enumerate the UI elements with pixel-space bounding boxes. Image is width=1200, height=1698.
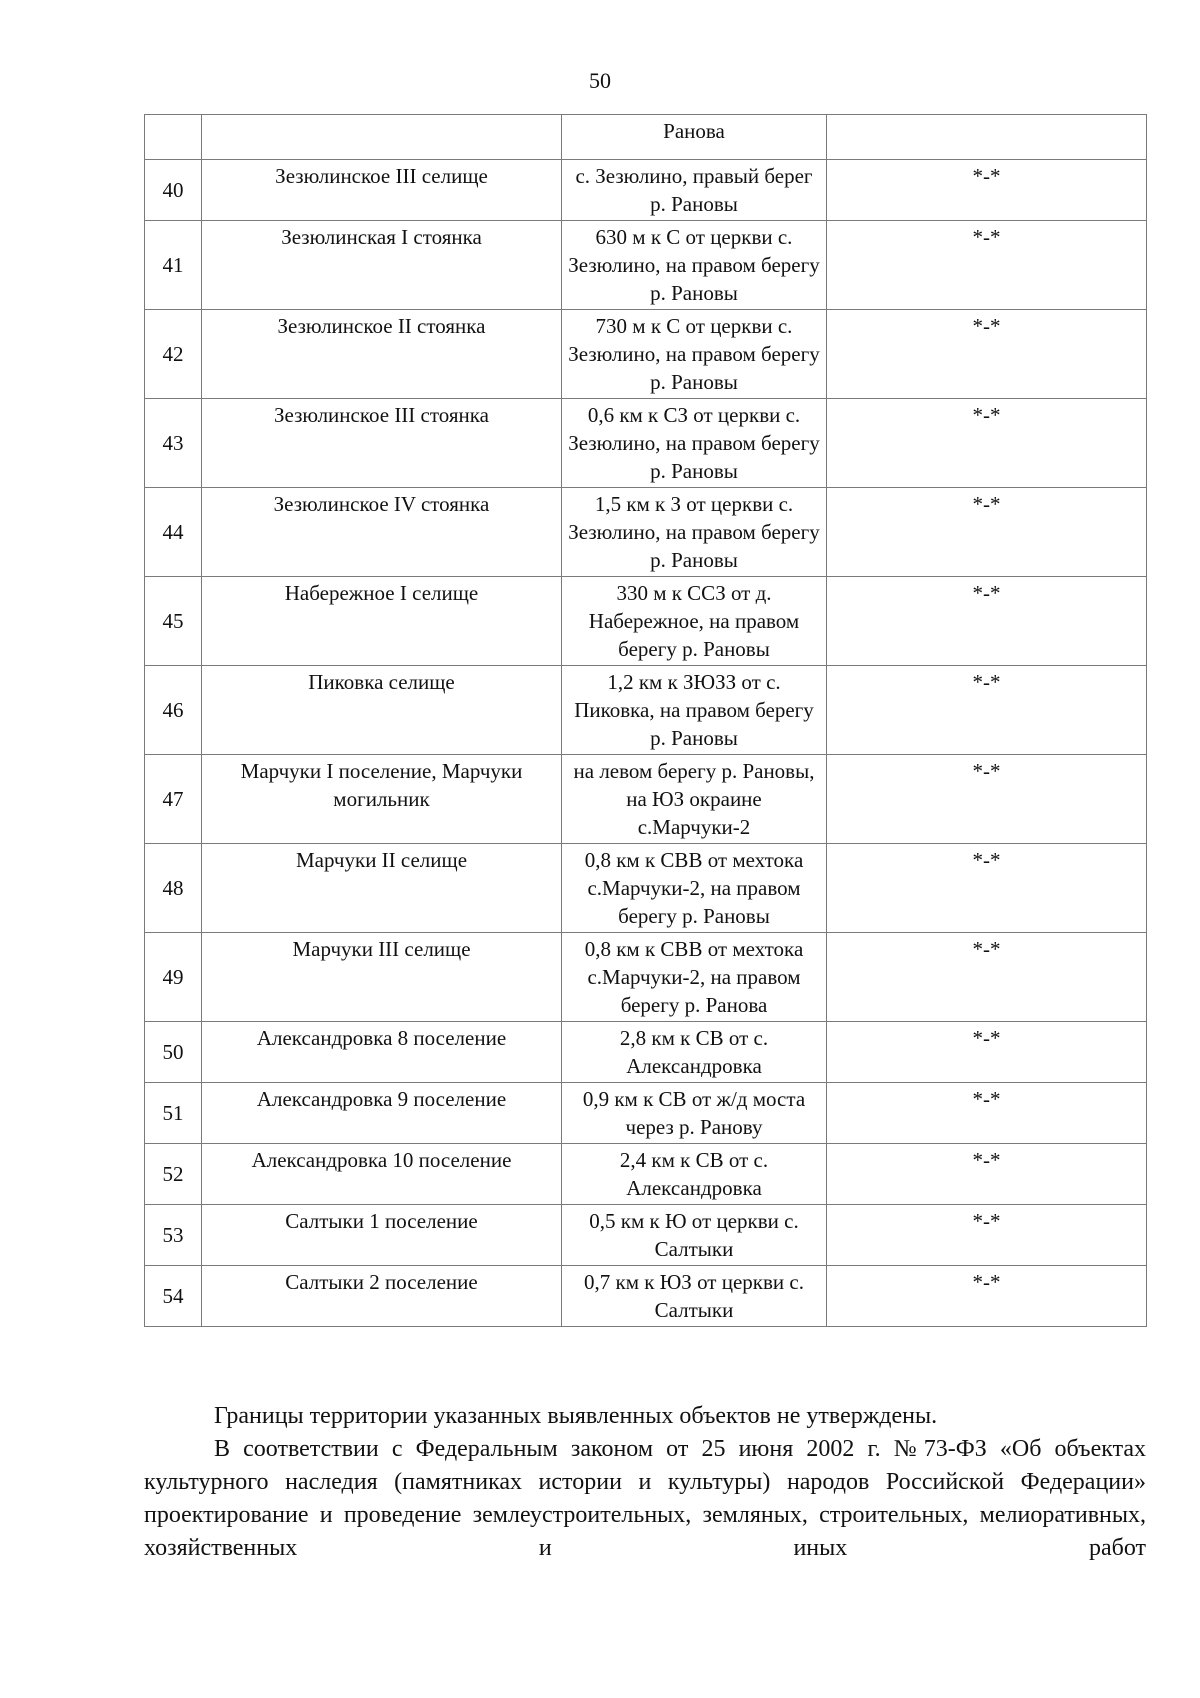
- cell-location: 730 м к С от церкви с. Зезюлино, на правом берегу р. Рановы: [562, 310, 827, 399]
- cell-number: 47: [145, 755, 202, 844]
- cell-name: Набережное I селище: [202, 577, 562, 666]
- cell-name: [202, 115, 562, 160]
- table-row: [145, 1083, 1147, 1144]
- cell-status: *-*: [827, 221, 1147, 310]
- cell-status: *-*: [827, 933, 1147, 1022]
- cell-status: *-*: [827, 1205, 1147, 1266]
- table-row: [145, 488, 1147, 577]
- cell-name: Зезюлинское III селище: [202, 160, 562, 221]
- cell-number: [145, 115, 202, 160]
- table-row-continuation: [145, 115, 1147, 160]
- cell-name: Марчуки III селище: [202, 933, 562, 1022]
- cell-name: Марчуки I поселение, Марчуки могильник: [202, 755, 562, 844]
- cell-status: *-*: [827, 1144, 1147, 1205]
- cell-status: *-*: [827, 666, 1147, 755]
- cell-location: 0,8 км к СВВ от мехтока с.Марчуки-2, на правом берегу р. Ранова: [562, 933, 827, 1022]
- cell-status: *-*: [827, 844, 1147, 933]
- table-row: [145, 1022, 1147, 1083]
- table-row: [145, 221, 1147, 310]
- table-row: [145, 755, 1147, 844]
- cell-number: 48: [145, 844, 202, 933]
- cell-location: 0,6 км к СЗ от церкви с. Зезюлино, на правом берегу р. Рановы: [562, 399, 827, 488]
- table-row: [145, 666, 1147, 755]
- table-row: [145, 160, 1147, 221]
- cell-location: 0,8 км к СВВ от мехтока с.Марчуки-2, на правом берегу р. Рановы: [562, 844, 827, 933]
- cell-number: 42: [145, 310, 202, 399]
- table-row: [145, 1144, 1147, 1205]
- cell-number: 45: [145, 577, 202, 666]
- cell-number: 41: [145, 221, 202, 310]
- body-text: [144, 1400, 1146, 1565]
- cell-name: Зезюлинское III стоянка: [202, 399, 562, 488]
- cell-location: 0,9 км к СВ от ж/д моста через р. Ранову: [562, 1083, 827, 1144]
- cell-status: *-*: [827, 1266, 1147, 1327]
- cell-name: Пиковка селище: [202, 666, 562, 755]
- cell-status: *-*: [827, 577, 1147, 666]
- cell-status: *-*: [827, 160, 1147, 221]
- table-row: [145, 1205, 1147, 1266]
- table-row: [145, 844, 1147, 933]
- cell-name: Салтыки 2 поселение: [202, 1266, 562, 1327]
- cell-location: 2,8 км к СВ от с. Александровка: [562, 1022, 827, 1083]
- cell-name: Зезюлинское IV стоянка: [202, 488, 562, 577]
- heritage-objects-table: [144, 114, 1147, 1327]
- cell-number: 46: [145, 666, 202, 755]
- cell-status: [827, 115, 1147, 160]
- cell-location: 630 м к С от церкви с. Зезюлино, на правом берегу р. Рановы: [562, 221, 827, 310]
- cell-number: 43: [145, 399, 202, 488]
- cell-number: 51: [145, 1083, 202, 1144]
- cell-name: Зезюлинское II стоянка: [202, 310, 562, 399]
- cell-number: 52: [145, 1144, 202, 1205]
- paragraph-law: В соответствии с Федеральным законом от 25 июня 2002 г. №73-ФЗ «Об объектах культурного наследия (памятниках истории и культуры) народов Российской Федерации» проектирование и проведение землеустроительных, земляных, строительных, мелиоративных, хозяйственных и иных работ: [144, 1436, 1146, 1561]
- cell-number: 54: [145, 1266, 202, 1327]
- cell-location: Ранова: [562, 115, 827, 160]
- cell-location: 0,5 км к Ю от церкви с. Салтыки: [562, 1205, 827, 1266]
- cell-name: Марчуки II селище: [202, 844, 562, 933]
- table-row: [145, 577, 1147, 666]
- cell-name: Салтыки 1 поселение: [202, 1205, 562, 1266]
- cell-name: Зезюлинская I стоянка: [202, 221, 562, 310]
- cell-location: 0,7 км к ЮЗ от церкви с. Салтыки: [562, 1266, 827, 1327]
- cell-number: 40: [145, 160, 202, 221]
- cell-location: 2,4 км к СВ от с. Александровка: [562, 1144, 827, 1205]
- table-row: [145, 1266, 1147, 1327]
- cell-status: *-*: [827, 399, 1147, 488]
- cell-location: 1,5 км к З от церкви с. Зезюлино, на правом берегу р. Рановы: [562, 488, 827, 577]
- cell-status: *-*: [827, 1022, 1147, 1083]
- cell-status: *-*: [827, 755, 1147, 844]
- cell-status: *-*: [827, 488, 1147, 577]
- table-row: [145, 399, 1147, 488]
- table-row: [145, 310, 1147, 399]
- cell-location: на левом берегу р. Рановы, на ЮЗ окраине с.Марчуки-2: [562, 755, 827, 844]
- cell-number: 50: [145, 1022, 202, 1083]
- table-body: [145, 115, 1147, 1327]
- cell-location: 1,2 км к ЗЮЗЗ от с. Пиковка, на правом берегу р. Рановы: [562, 666, 827, 755]
- cell-name: Александровка 10 поселение: [202, 1144, 562, 1205]
- cell-name: Александровка 9 поселение: [202, 1083, 562, 1144]
- table-row: [145, 933, 1147, 1022]
- cell-number: 53: [145, 1205, 202, 1266]
- page-number: 50: [589, 68, 611, 93]
- cell-status: *-*: [827, 1083, 1147, 1144]
- cell-number: 49: [145, 933, 202, 1022]
- cell-status: *-*: [827, 310, 1147, 399]
- cell-number: 44: [145, 488, 202, 577]
- cell-location: 330 м к ССЗ от д. Набережное, на правом берегу р. Рановы: [562, 577, 827, 666]
- cell-name: Александровка 8 поселение: [202, 1022, 562, 1083]
- paragraph-boundaries: Границы территории указанных выявленных объектов не утверждены.: [214, 1403, 938, 1429]
- cell-location: с. Зезюлино, правый берег р. Рановы: [562, 160, 827, 221]
